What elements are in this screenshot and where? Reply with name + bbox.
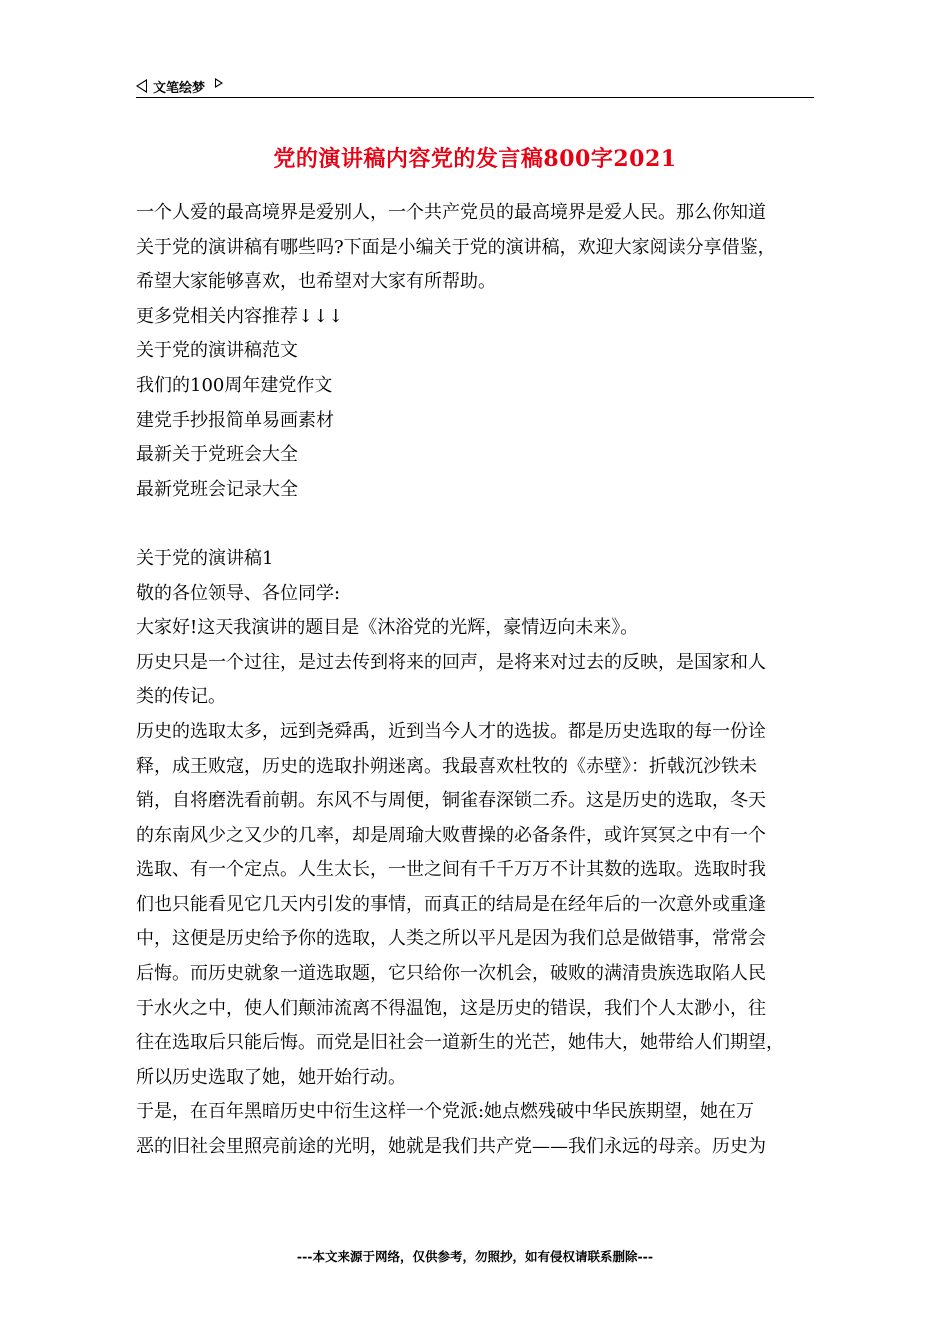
speech-line: 于水火之中，使人们颠沛流离不得温饱，这是历史的错误，我们个人太渺小，往 — [136, 997, 766, 1019]
brand-name: 文笔绘梦 — [153, 80, 206, 96]
speech-line: 大家好!这天我演讲的题目是《沐浴党的光辉，豪情迈向未来》。 — [136, 617, 639, 639]
document-footer: ---本文来源于网络，仅供参考，勿照抄，如有侵权请联系删除--- — [296, 1249, 654, 1264]
speech-line: 销，自将磨洗看前朝。东风不与周便，铜雀春深锁二乔。这是历史的选取，冬天 — [136, 790, 766, 812]
recommend-link[interactable]: 最新党班会记录大全 — [136, 478, 298, 500]
speech-line: 历史的选取太多，远到尧舜禹，近到当今人才的选拔。都是历史选取的每一份诠 — [136, 720, 766, 742]
document-title: 党的演讲稿内容党的发言稿800字2021 — [273, 146, 677, 172]
speech-line: 于是，在百年黑暗历史中衍生这样一个党派:她点燃残破中华民族期望，她在万 — [136, 1101, 755, 1123]
recommend-link[interactable]: 建党手抄报简单易画素材 — [136, 409, 334, 431]
speech-heading: 关于党的演讲稿1 — [136, 547, 274, 569]
intro-line: 希望大家能够喜欢，也希望对大家有所帮助。 — [136, 271, 496, 293]
recommend-link[interactable]: 关于党的演讲稿范文 — [136, 340, 298, 362]
intro-line: 关于党的演讲稿有哪些吗?下面是小编关于党的演讲稿，欢迎大家阅读分享借鉴， — [136, 236, 776, 258]
speech-line: 们也只能看见它几天内引发的事情，而真正的结局是在经年后的一次意外或重逢 — [136, 893, 766, 915]
recommend-heading: 更多党相关内容推荐↓↓↓ — [136, 305, 344, 327]
speech-line: 敬的各位领导、各位同学: — [136, 582, 341, 604]
speech-line: 类的传记。 — [136, 686, 226, 708]
speech-line: 所以历史选取了她，她开始行动。 — [136, 1066, 406, 1088]
document-header — [136, 74, 814, 98]
intro-line: 一个人爱的最高境界是爱别人，一个共产党员的最高境界是爱人民。那么你知道 — [136, 202, 766, 223]
speech-line: 中，这便是历史给予你的选取，人类之所以平凡是因为我们总是做错事，常常会 — [136, 928, 766, 950]
speech-line: 往在选取后只能后悔。而党是旧社会一道新生的光芒，她伟大，她带给人们期望， — [136, 1032, 784, 1054]
speech-line: 后悔。而历史就象一道选取题，它只给你一次机会，破败的满清贵族选取陷人民 — [136, 963, 766, 985]
speech-line: 的东南风少之又少的几率，却是周瑜大败曹操的必备条件，或许冥冥之中有一个 — [136, 824, 766, 846]
paragraph-gap — [136, 507, 816, 542]
header-divider — [136, 97, 814, 98]
document-body — [136, 196, 816, 1165]
recommend-link[interactable]: 我们的100周年建党作文 — [136, 374, 333, 396]
speech-line: 历史只是一个过往，是过去传到将来的回声，是将来对过去的反映，是国家和人 — [136, 651, 766, 673]
speech-line: 恶的旧社会里照亮前途的光明，她就是我们共产党——我们永远的母亲。历史为 — [136, 1136, 766, 1158]
recommend-link[interactable]: 最新关于党班会大全 — [136, 444, 298, 466]
triangle-right-icon — [215, 78, 223, 88]
speech-line: 释，成王败寇，历史的选取扑朔迷离。我最喜欢杜牧的《赤壁》：折戟沉沙铁未 — [136, 755, 757, 777]
speech-line: 选取、有一个定点。人生太长，一世之间有千千万万不计其数的选取。选取时我 — [136, 859, 766, 881]
triangle-left-icon — [136, 79, 147, 93]
